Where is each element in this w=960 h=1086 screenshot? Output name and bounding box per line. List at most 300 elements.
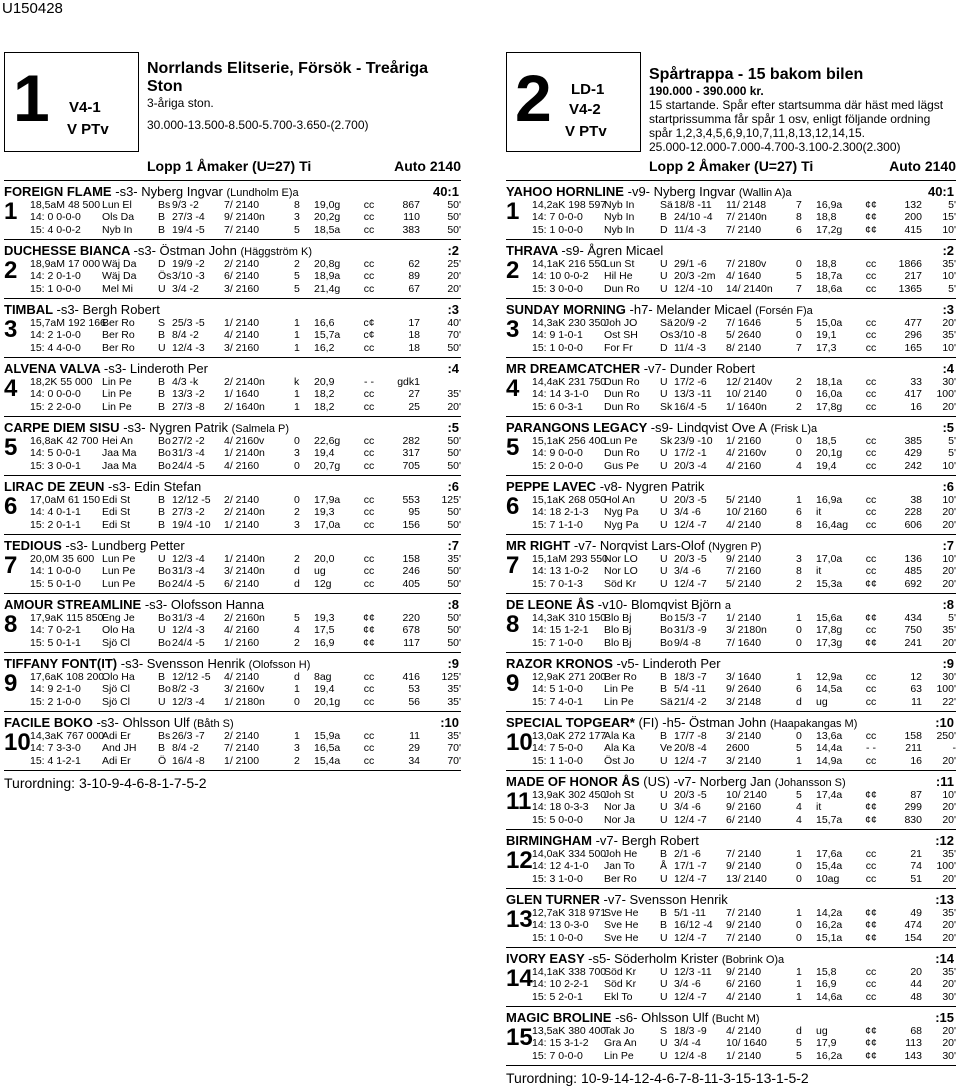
post-position: :3 [447, 302, 459, 317]
starter-entry [506, 358, 956, 417]
horse-line [506, 1010, 760, 1025]
form-cell: 429 [904, 447, 922, 460]
starter-list [4, 181, 461, 771]
form-cell: ¢¢ [865, 612, 877, 624]
horse-name: THRAVA [506, 243, 558, 258]
distance-label: Auto 2140 [394, 158, 461, 174]
form-cell: 20' [942, 978, 956, 991]
form-cell: 2 [294, 258, 300, 270]
horse-name: GLEN TURNER [506, 892, 600, 907]
form-cell: Nor Ja [604, 801, 635, 814]
form-cell: ¢¢ [865, 919, 877, 932]
form-row [532, 565, 956, 577]
form-cell: 20' [942, 872, 956, 885]
form-cell: 17/2 -1 [674, 447, 707, 460]
form-cell: 14: 7 0-0-0 [532, 211, 583, 224]
form-cell: 17,6a [816, 848, 843, 860]
trainer: a [724, 600, 732, 612]
form-cell: 20/8 -4 [674, 742, 707, 755]
form-row [30, 742, 461, 754]
form-cell: 14,2a [816, 907, 843, 919]
starter-entry [4, 417, 461, 476]
start-number: 6 [4, 493, 18, 520]
form-cell: 74 [910, 860, 922, 873]
form-cell: 416 [402, 671, 420, 683]
form-cell: U [660, 447, 668, 460]
form-cell: 6 [796, 506, 802, 519]
form-cell: 3/10 -3 [172, 270, 205, 283]
form-cell: ¢¢ [865, 199, 877, 211]
form-cell: cc [865, 376, 877, 388]
form-cell: ¢¢ [865, 636, 877, 649]
form-cell: Ber Ro [604, 671, 637, 683]
form-cell: 26/3 -7 [172, 730, 205, 742]
post-position: :10 [935, 715, 954, 730]
form-rows [30, 199, 461, 236]
form-cell: 154 [904, 931, 922, 944]
form-cell: Mel Mi [102, 282, 133, 295]
form-cell: 14: 18 0-3-3 [532, 801, 589, 814]
form-cell: 18,8 [816, 258, 837, 270]
form-cell: 20/3 -2m [674, 270, 716, 283]
form-cell: 9/3 -2 [172, 199, 199, 211]
form-cell: Dun Ro [604, 376, 640, 388]
form-cell: 51 [910, 872, 922, 885]
form-cell: Öst Jo [604, 754, 635, 767]
form-cell: 14: 18 2-1-3 [532, 506, 589, 519]
post-position: :8 [447, 597, 459, 612]
horse-line [506, 243, 663, 258]
form-cell: ¢¢ [865, 1049, 877, 1062]
form-row [532, 376, 956, 388]
form-cell: 9/ 2140 [726, 860, 762, 873]
form-cell: 474 [904, 919, 922, 932]
form-cell: 20,0M 35 600 [30, 553, 95, 565]
form-cell: 5' [948, 435, 956, 447]
starter-entry [506, 299, 956, 358]
start-number: 10 [4, 729, 31, 756]
form-cell: 70' [447, 329, 461, 342]
form-rows [30, 258, 461, 295]
form-cell: 7 [796, 199, 802, 211]
horse-line [506, 656, 721, 671]
form-cell: 0 [294, 435, 300, 447]
form-cell: U [660, 931, 668, 944]
form-cell: U [660, 376, 668, 388]
form-cell: Sä [660, 317, 673, 329]
form-cell: ug [816, 695, 828, 708]
form-row [532, 919, 956, 931]
form-cell: 14: 7 5-0-0 [532, 742, 583, 755]
form-cell: 17,0a [816, 553, 843, 565]
trainer: (Båth S) [193, 718, 234, 730]
form-cell: Bo [660, 624, 673, 637]
form-cell: 22' [942, 695, 956, 708]
form-cell: 750 [904, 624, 922, 637]
form-cell: 7/ 2140 [726, 907, 762, 919]
form-cell: 16,2 [314, 341, 335, 354]
game-type-1: LD-1 [571, 81, 605, 98]
form-cell: 0 [796, 447, 802, 460]
form-cell: 20 [910, 966, 922, 978]
trainer: (Johansson S) [774, 777, 846, 789]
form-cell: cc [363, 447, 375, 460]
form-cell: 20,7g [314, 459, 341, 472]
form-cell: 3/ 2160 [224, 341, 260, 354]
form-cell: 15,7aM 192 166 [30, 317, 106, 329]
form-cell: c¢ [363, 317, 375, 329]
form-cell: 19,1 [816, 329, 837, 342]
form-row [30, 388, 461, 400]
form-cell: 4 [796, 813, 802, 826]
form-cell: 18,2K 55 000 [30, 376, 93, 388]
form-cell: 14: 15 1-2-1 [532, 624, 589, 637]
form-cell: ¢¢ [865, 223, 877, 236]
form-cell: 1/ 2180n [224, 695, 265, 708]
form-row [532, 755, 956, 767]
form-cell: 17/7 -8 [674, 730, 707, 742]
lopp-label: Lopp 2 Åmaker (U=27) Ti [649, 158, 814, 174]
form-cell: 2600 [726, 742, 750, 755]
form-cell: B [158, 494, 166, 506]
post-position: 40:1 [432, 184, 459, 199]
form-cell: 5' [948, 282, 956, 295]
form-cell: 4/3 -k [172, 376, 199, 388]
form-cell: 3/4 -6 [674, 506, 701, 519]
form-cell: U [660, 518, 668, 531]
form-cell: 17,9aK 115 850 [30, 612, 104, 624]
form-cell: 12,9aK 271 200 [532, 671, 607, 683]
form-cell: cc [865, 329, 877, 342]
form-cell: U [158, 624, 166, 637]
form-cell: 16,2a [816, 1049, 843, 1062]
form-row [30, 683, 461, 695]
form-cell: 12,7aK 318 971 [532, 907, 607, 919]
race-1-header [4, 52, 461, 181]
form-cell: 9/ 2140 [726, 919, 762, 932]
form-row [532, 848, 956, 860]
form-cell: 15: 3 0-0-0 [532, 282, 583, 295]
form-cell: 15: 1 1-0-0 [532, 754, 583, 767]
driver-info: -s6- Ohlsson Ulf [615, 1010, 709, 1025]
form-cell: Bo [158, 459, 171, 472]
form-cell: 50' [447, 435, 461, 447]
race-prizes: 25.000-12.000-7.000-4.700-3.100-2.300(2.300) [649, 140, 901, 154]
form-cell: 12/4 -3 [172, 624, 205, 637]
form-cell: 50' [447, 518, 461, 531]
form-row [532, 730, 956, 742]
form-cell: 20' [942, 813, 956, 826]
form-cell: 15: 5 0-1-1 [30, 636, 81, 649]
form-cell: 15: 2 2-0-0 [30, 400, 81, 413]
form-cell: 20' [942, 636, 956, 649]
form-cell: 12/12 -5 [172, 494, 211, 506]
form-cell: 12g [314, 577, 332, 590]
form-cell: 35' [942, 848, 956, 860]
form-cell: 10' [942, 223, 956, 236]
form-cell: 18,6a [816, 282, 843, 295]
form-cell: D [158, 258, 166, 270]
form-cell: cc [865, 671, 877, 683]
form-cell: 156 [402, 518, 420, 531]
form-cell: 3/ 2160v [224, 683, 265, 696]
form-cell: 13,9aK 302 450 [532, 789, 607, 801]
form-cell: 15: 2 0-0-0 [532, 459, 583, 472]
start-number: 2 [506, 257, 520, 284]
form-cell: cc [363, 506, 375, 519]
form-cell: U [660, 459, 668, 472]
form-cell: 19/9 -2 [172, 258, 205, 270]
form-cell: 1365 [898, 282, 922, 295]
form-cell: 50' [447, 341, 461, 354]
form-cell: 10' [942, 553, 956, 565]
form-cell: Lin Pe [604, 1049, 634, 1062]
form-cell: cc [363, 282, 375, 295]
form-cell: 10' [942, 341, 956, 354]
trainer: (Bucht M) [711, 1013, 760, 1025]
horse-line [506, 420, 817, 435]
form-cell: 14: 9 2-1-0 [30, 683, 81, 696]
form-cell: 14,0aK 334 500 [532, 848, 607, 860]
form-row [30, 270, 461, 282]
race-1-column [4, 52, 461, 791]
trainer: (Bobrink O)a [721, 954, 785, 966]
form-cell: 35' [447, 683, 461, 696]
form-cell: 4/ 1640 [726, 270, 762, 283]
form-cell: 1 [294, 730, 300, 742]
form-cell: Sjö Cl [102, 683, 131, 696]
form-cell: U [660, 801, 668, 814]
form-cell: 16/4 -8 [172, 754, 205, 767]
form-cell: cc [363, 518, 375, 531]
form-cell: ¢¢ [865, 801, 877, 814]
form-cell: 9/ 2140 [726, 553, 762, 565]
form-cell: 14,4a [816, 742, 843, 755]
form-cell: Ala Ka [604, 730, 635, 742]
form-cell: 25/3 -5 [172, 317, 205, 329]
form-cell: 200 [904, 211, 922, 224]
horse-line [506, 715, 857, 730]
form-cell: 35' [942, 907, 956, 919]
form-cell: 12/4 -7 [674, 577, 707, 590]
form-cell: 1 [796, 612, 802, 624]
form-row [532, 966, 956, 978]
form-cell: 4/ 2160 [224, 459, 260, 472]
horse-name: CARPE DIEM SISU [4, 420, 120, 435]
form-cell: 485 [904, 565, 922, 578]
form-cell: 14,3aK 310 150 [532, 612, 607, 624]
form-cell: k [294, 376, 300, 388]
form-cell: 18/3 -9 [674, 1025, 707, 1037]
form-cell: 13,5aK 380 400 [532, 1025, 607, 1037]
form-cell: cc [865, 683, 877, 696]
form-cell: 14,4aK 231 750 [532, 376, 607, 388]
form-row [532, 624, 956, 636]
form-cell: cc [363, 754, 375, 767]
form-cell: 17,9a [314, 494, 341, 506]
form-row [532, 519, 956, 531]
form-row [532, 578, 956, 590]
form-cell: 31/3 -4 [172, 612, 205, 624]
form-cell: Nor LO [604, 553, 638, 565]
form-cell: 21,4g [314, 282, 341, 295]
form-cell: 0 [796, 931, 802, 944]
form-cell: U [660, 754, 668, 767]
starter-entry [4, 535, 461, 594]
form-cell: 18,2 [314, 388, 335, 401]
start-number: 7 [4, 552, 18, 579]
form-cell: 15: 7 0-0-0 [532, 1049, 583, 1062]
form-row [30, 447, 461, 459]
driver-info: -s3- Edin Stefan [108, 479, 202, 494]
form-cell: 15' [942, 211, 956, 224]
form-row [532, 342, 956, 354]
form-cell: 19/4 -5 [172, 223, 205, 236]
form-cell: 89 [408, 270, 420, 283]
form-cell: 2 [796, 376, 802, 388]
form-cell: Lun El [102, 199, 132, 211]
form-cell: Ber Ro [102, 317, 135, 329]
form-cell: 14,5a [816, 683, 843, 696]
form-row [532, 907, 956, 919]
start-number: 1 [506, 198, 520, 225]
form-cell: 14: 2 1-0-0 [30, 329, 81, 342]
form-row [30, 376, 461, 388]
form-cell: 1/ 2140n [224, 447, 265, 460]
form-cell: Os [660, 329, 674, 342]
form-cell: 50' [447, 459, 461, 472]
form-cell: 15,4a [314, 754, 341, 767]
form-cell: B [660, 907, 668, 919]
horse-line [506, 951, 784, 966]
horse-line [4, 243, 312, 258]
form-cell: 3/ 2140 [726, 754, 762, 767]
form-cell: cc [865, 317, 877, 329]
form-cell: 100' [936, 388, 956, 401]
form-cell: 17,0aM 61 150 [30, 494, 101, 506]
form-cell: 830 [904, 813, 922, 826]
form-cell: 1/ 2160 [224, 636, 260, 649]
form-cell: For Fr [604, 341, 633, 354]
form-cell: ug [314, 565, 326, 578]
form-cell: cc [865, 624, 877, 637]
form-cell: 15,1aM 293 550 [532, 553, 608, 565]
form-cell: 50' [447, 624, 461, 637]
form-cell: 15,4a [816, 860, 843, 873]
form-cell: 6 [796, 223, 802, 236]
form-row [532, 801, 956, 813]
form-cell: Bo [158, 612, 171, 624]
form-cell: 7/ 2140 [224, 742, 260, 755]
form-cell: 95 [408, 506, 420, 519]
form-cell: 3/10 -8 [674, 329, 707, 342]
form-cell: 35' [942, 258, 956, 270]
form-cell: Edi St [102, 518, 131, 531]
form-cell: Lin Pe [604, 695, 634, 708]
race-prizes: 30.000-13.500-8.500-5.700-3.650-(2.700) [147, 118, 369, 132]
form-cell: 14: 2 0-1-0 [30, 270, 81, 283]
form-cell: U [660, 813, 668, 826]
form-row [532, 683, 956, 695]
form-row [532, 671, 956, 683]
form-cell: U [660, 494, 668, 506]
form-cell: Söd Kr [604, 966, 637, 978]
post-position: :3 [942, 302, 954, 317]
form-cell: 1/ 2140 [726, 612, 762, 624]
form-cell: 20' [447, 270, 461, 283]
form-cell: cc [363, 577, 375, 590]
form-cell: cc [363, 258, 375, 270]
driver-info: -s3- Lundberg Petter [65, 538, 185, 553]
form-cell: Hol An [604, 494, 635, 506]
form-cell: Nor Ja [604, 813, 635, 826]
driver-info: -v7- Norqvist Lars-Olof [573, 538, 705, 553]
form-cell: 18,7a [816, 270, 843, 283]
form-cell: 16 [910, 400, 922, 413]
form-row [532, 978, 956, 990]
start-number: 8 [4, 611, 18, 638]
form-cell: 50' [447, 565, 461, 578]
form-cell: Nyb In [604, 211, 635, 224]
form-cell: 0 [796, 919, 802, 932]
start-number: 4 [4, 375, 18, 402]
form-cell: cc [363, 270, 375, 283]
form-cell: 17,4a [816, 789, 843, 801]
form-cell: Adi Er [102, 754, 131, 767]
horse-line [4, 361, 208, 376]
form-cell: 7/ 2180v [726, 258, 767, 270]
form-cell: 15,7a [816, 813, 843, 826]
race-number-box [506, 52, 641, 152]
prize-range: 190.000 - 390.000 kr. [649, 84, 764, 98]
lopp-label: Lopp 1 Åmaker (U=27) Ti [147, 158, 312, 174]
form-cell: 19/4 -10 [172, 518, 211, 531]
form-cell: 136 [904, 553, 922, 565]
form-cell: 0 [796, 624, 802, 637]
driver-info: -s3- Bergh Robert [56, 302, 160, 317]
form-cell: cc [865, 695, 877, 708]
horse-name: FOREIGN FLAME [4, 184, 112, 199]
form-cell: 20' [942, 754, 956, 767]
form-cell: 4/ 2140 [726, 1025, 762, 1037]
trainer: (Haapakangas M) [769, 718, 858, 730]
form-cell: Bs [158, 730, 171, 742]
post-position: :9 [942, 656, 954, 671]
form-cell: 17,8g [816, 624, 843, 637]
form-cell: 70' [447, 742, 461, 755]
form-cell: 20' [447, 282, 461, 295]
driver-info: -s3- Östman John [133, 243, 237, 258]
form-cell: 417 [904, 388, 922, 401]
form-cell: 20,1g [314, 695, 341, 708]
turordning: Turordning: 10-9-14-12-4-6-7-8-11-3-15-13-1-5-2 [506, 1070, 809, 1086]
form-cell: 13,0aK 272 177 [532, 730, 607, 742]
form-cell: Bo [158, 447, 171, 460]
form-cell: cc [363, 435, 375, 447]
form-cell: 17,2g [816, 223, 843, 236]
form-cell: Gra An [604, 1037, 637, 1050]
horse-line [506, 361, 755, 376]
form-cell: 18 [408, 329, 420, 342]
form-cell: Ber Ro [102, 329, 135, 342]
form-cell: 17/2 -6 [674, 376, 707, 388]
horse-name: MADE OF HONOR ÅS [506, 774, 640, 789]
form-cell: 50' [447, 199, 461, 211]
form-cell: 12/4 -10 [674, 282, 713, 295]
post-position: :8 [942, 597, 954, 612]
form-cell: 5 [796, 789, 802, 801]
game-type-2: V4-2 [569, 101, 601, 118]
